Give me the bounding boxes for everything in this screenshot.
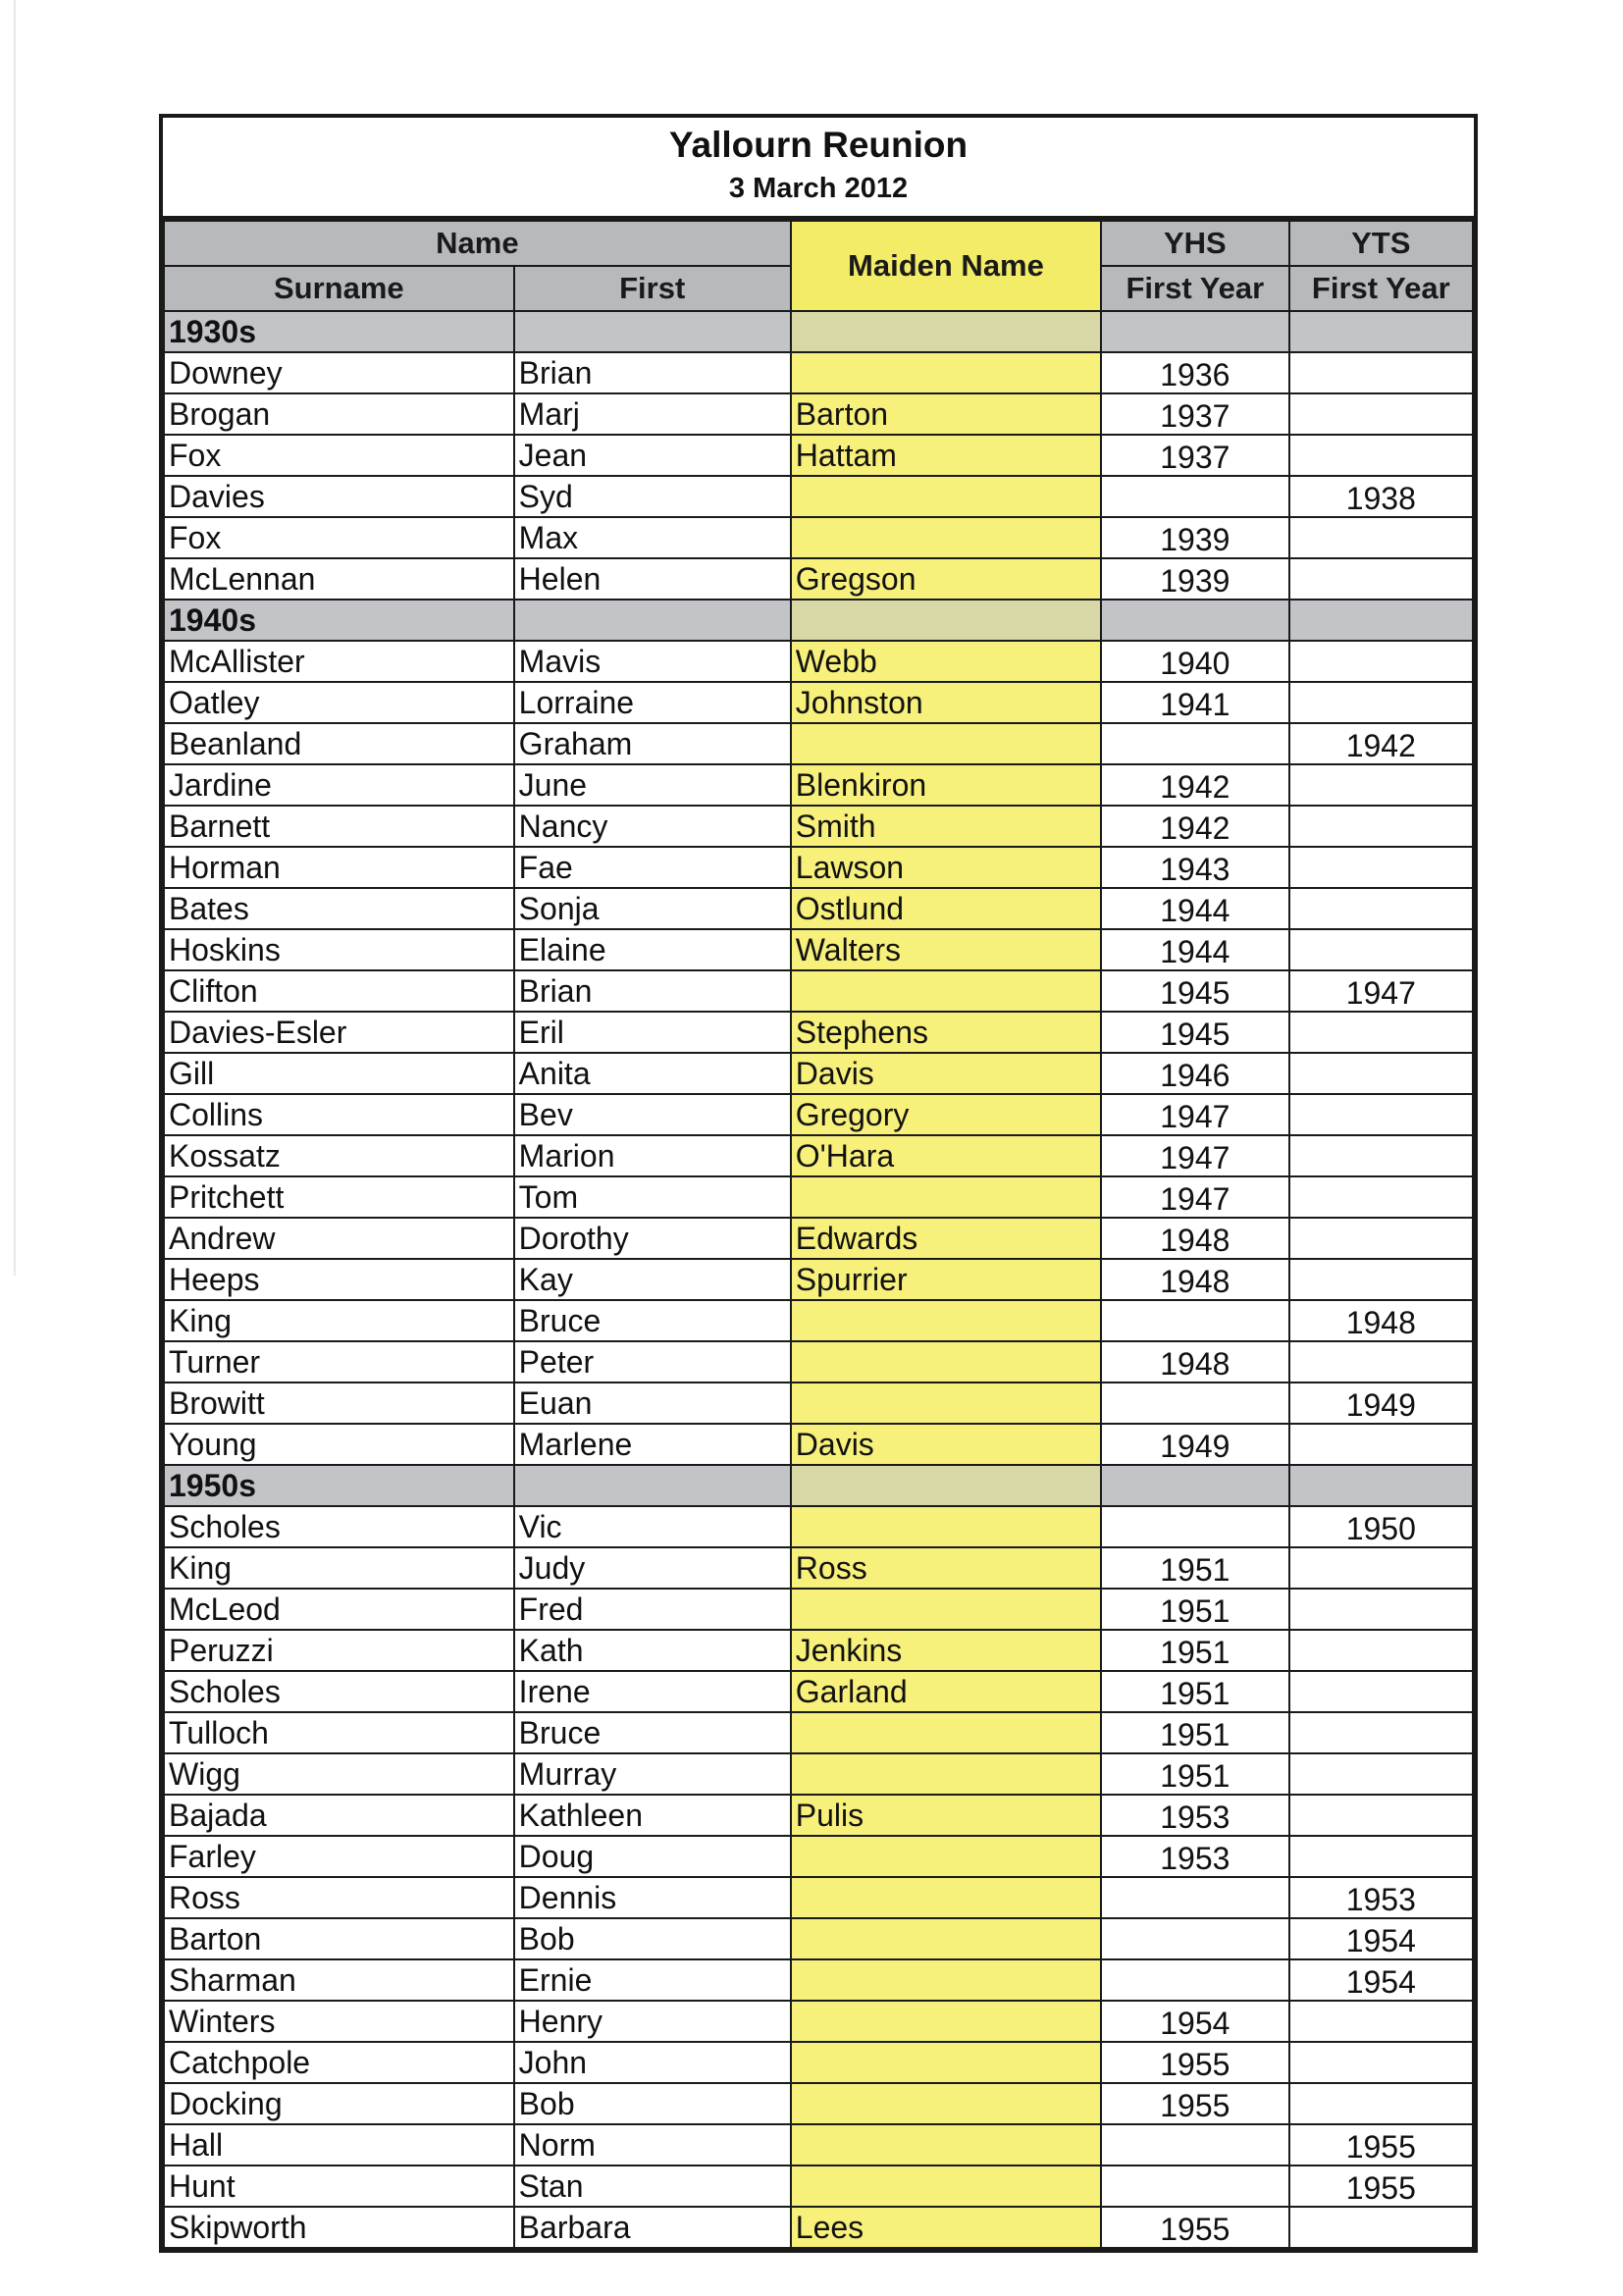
first-name-cell: Bob — [514, 2083, 791, 2124]
yts-year-cell: 1954 — [1289, 1918, 1473, 1959]
yts-year-cell: 1947 — [1289, 970, 1473, 1012]
table-row — [164, 1877, 1473, 1918]
decade-empty-cell — [791, 311, 1101, 352]
yhs-year-cell: 1951 — [1101, 1547, 1288, 1589]
yts-year-cell — [1289, 1053, 1473, 1094]
yts-year-cell — [1289, 1547, 1473, 1589]
scan-edge-line — [14, 0, 16, 1276]
table-row — [164, 1506, 1473, 1547]
yts-year-cell — [1289, 1424, 1473, 1465]
first-name-cell: Max — [514, 517, 791, 558]
yts-year-cell: 1955 — [1289, 2166, 1473, 2207]
yhs-year-cell — [1101, 2166, 1288, 2207]
yhs-year-cell: 1939 — [1101, 558, 1288, 600]
yts-year-cell — [1289, 1341, 1473, 1383]
table-row — [164, 1795, 1473, 1836]
yts-year-cell: 1949 — [1289, 1383, 1473, 1424]
surname-cell: Scholes — [164, 1506, 514, 1547]
first-name-cell: June — [514, 764, 791, 806]
decade-empty-cell — [1289, 1465, 1473, 1506]
yhs-year-cell: 1951 — [1101, 1589, 1288, 1630]
surname-cell: Davies-Esler — [164, 1012, 514, 1053]
yhs-year-cell: 1951 — [1101, 1712, 1288, 1753]
surname-cell: McAllister — [164, 641, 514, 682]
maiden-name-cell — [791, 1712, 1101, 1753]
document-title: Yallourn Reunion — [668, 125, 969, 165]
yhs-year-cell: 1948 — [1101, 1341, 1288, 1383]
first-name-cell: Lorraine — [514, 682, 791, 723]
decade-empty-cell — [1101, 311, 1288, 352]
maiden-name-cell: Lees — [791, 2207, 1101, 2248]
first-name-cell: Fred — [514, 1589, 791, 1630]
yhs-year-cell: 1951 — [1101, 1753, 1288, 1795]
yts-year-cell: 1953 — [1289, 1877, 1473, 1918]
yts-year-cell — [1289, 1259, 1473, 1300]
table-row — [164, 1341, 1473, 1383]
table-row — [164, 2042, 1473, 2083]
yts-year-cell — [1289, 1712, 1473, 1753]
maiden-name-cell — [791, 1959, 1101, 2001]
document-date: 3 March 2012 — [728, 173, 909, 204]
first-name-cell: Bruce — [514, 1300, 791, 1341]
surname-cell: Jardine — [164, 764, 514, 806]
first-name-cell: Dorothy — [514, 1218, 791, 1259]
first-name-cell: Barbara — [514, 2207, 791, 2248]
maiden-name-cell: Davis — [791, 1053, 1101, 1094]
decade-empty-cell — [1289, 600, 1473, 641]
first-name-cell: Eril — [514, 1012, 791, 1053]
surname-cell: Heeps — [164, 1259, 514, 1300]
first-name-cell: Kay — [514, 1259, 791, 1300]
surname-cell: Ross — [164, 1877, 514, 1918]
maiden-name-cell: Garland — [791, 1671, 1101, 1712]
yts-year-cell — [1289, 1671, 1473, 1712]
first-name-cell: Mavis — [514, 641, 791, 682]
table-row — [164, 352, 1473, 393]
table-row — [164, 1012, 1473, 1053]
yts-year-cell — [1289, 393, 1473, 435]
surname-cell: Clifton — [164, 970, 514, 1012]
yts-header: YTS — [1289, 221, 1473, 266]
maiden-name-cell: Johnston — [791, 682, 1101, 723]
decade-label: 1930s — [164, 311, 514, 352]
yts-year-cell — [1289, 2207, 1473, 2248]
surname-cell: Fox — [164, 435, 514, 476]
table-row — [164, 682, 1473, 723]
surname-cell: Catchpole — [164, 2042, 514, 2083]
yhs-year-cell: 1949 — [1101, 1424, 1288, 1465]
surname-cell: Bajada — [164, 1795, 514, 1836]
yhs-year-cell: 1947 — [1101, 1135, 1288, 1176]
first-name-cell: Norm — [514, 2124, 791, 2166]
decade-row — [164, 1465, 1473, 1506]
first-name-cell: Jean — [514, 435, 791, 476]
first-name-cell: Fae — [514, 847, 791, 888]
maiden-name-cell — [791, 1918, 1101, 1959]
yts-year-cell — [1289, 2001, 1473, 2042]
maiden-name-cell — [791, 476, 1101, 517]
table-row — [164, 1383, 1473, 1424]
yhs-year-cell — [1101, 2124, 1288, 2166]
yhs-year-cell: 1944 — [1101, 929, 1288, 970]
table-row — [164, 1094, 1473, 1135]
yhs-year-cell: 1955 — [1101, 2083, 1288, 2124]
maiden-name-cell — [791, 1753, 1101, 1795]
surname-cell: Barton — [164, 1918, 514, 1959]
first-name-cell: Stan — [514, 2166, 791, 2207]
maiden-name-cell: Gregson — [791, 558, 1101, 600]
first-name-cell: Vic — [514, 1506, 791, 1547]
yts-year-cell: 1950 — [1289, 1506, 1473, 1547]
decade-empty-cell — [1101, 1465, 1288, 1506]
table-row — [164, 1300, 1473, 1341]
first-name-cell: Bev — [514, 1094, 791, 1135]
yts-year-cell — [1289, 1589, 1473, 1630]
first-name-cell: Marion — [514, 1135, 791, 1176]
table-row — [164, 435, 1473, 476]
first-name-cell: Doug — [514, 1836, 791, 1877]
first-name-cell: Kath — [514, 1630, 791, 1671]
decade-row — [164, 600, 1473, 641]
surname-cell: Wigg — [164, 1753, 514, 1795]
yts-year-cell — [1289, 929, 1473, 970]
table-row — [164, 806, 1473, 847]
table-row — [164, 641, 1473, 682]
surname-cell: Horman — [164, 847, 514, 888]
maiden-name-cell: Ross — [791, 1547, 1101, 1589]
yhs-year-cell: 1953 — [1101, 1836, 1288, 1877]
surname-cell: Kossatz — [164, 1135, 514, 1176]
yts-year-cell: 1954 — [1289, 1959, 1473, 2001]
table-row — [164, 2001, 1473, 2042]
name-group-header: Name — [164, 221, 791, 266]
yts-year-cell — [1289, 2042, 1473, 2083]
maiden-name-cell: Gregory — [791, 1094, 1101, 1135]
yhs-year-cell: 1947 — [1101, 1176, 1288, 1218]
table-row — [164, 1753, 1473, 1795]
decade-empty-cell — [514, 1465, 791, 1506]
yhs-year-cell: 1937 — [1101, 435, 1288, 476]
surname-cell: Pritchett — [164, 1176, 514, 1218]
surname-cell: Hunt — [164, 2166, 514, 2207]
maiden-name-cell — [791, 1341, 1101, 1383]
table-row — [164, 888, 1473, 929]
surname-cell: Hoskins — [164, 929, 514, 970]
table-row — [164, 1176, 1473, 1218]
surname-cell: Collins — [164, 1094, 514, 1135]
maiden-name-cell: O'Hara — [791, 1135, 1101, 1176]
yhs-year-cell: 1951 — [1101, 1671, 1288, 1712]
yhs-year-cell: 1945 — [1101, 970, 1288, 1012]
yhs-year-cell: 1944 — [1101, 888, 1288, 929]
surname-cell: Beanland — [164, 723, 514, 764]
yhs-year-cell — [1101, 476, 1288, 517]
first-name-cell: Euan — [514, 1383, 791, 1424]
surname-cell: Downey — [164, 352, 514, 393]
surname-cell: Andrew — [164, 1218, 514, 1259]
yts-year-cell — [1289, 641, 1473, 682]
yhs-year-cell: 1953 — [1101, 1795, 1288, 1836]
yhs-year-cell: 1937 — [1101, 393, 1288, 435]
surname-cell: Fox — [164, 517, 514, 558]
surname-cell: Hall — [164, 2124, 514, 2166]
table-row — [164, 1259, 1473, 1300]
yts-year-cell — [1289, 1135, 1473, 1176]
table-row — [164, 1218, 1473, 1259]
table-row — [164, 1589, 1473, 1630]
yhs-year-cell: 1945 — [1101, 1012, 1288, 1053]
yhs-year-cell: 1941 — [1101, 682, 1288, 723]
decade-row — [164, 311, 1473, 352]
first-name-cell: Peter — [514, 1341, 791, 1383]
first-name-cell: Dennis — [514, 1877, 791, 1918]
surname-cell: Barnett — [164, 806, 514, 847]
table-row — [164, 517, 1473, 558]
maiden-name-cell — [791, 2001, 1101, 2042]
surname-cell: Tulloch — [164, 1712, 514, 1753]
surname-header: Surname — [164, 266, 514, 311]
maiden-name-cell: Jenkins — [791, 1630, 1101, 1671]
table-row — [164, 2083, 1473, 2124]
table-row — [164, 1053, 1473, 1094]
surname-cell: Farley — [164, 1836, 514, 1877]
yhs-year-cell: 1954 — [1101, 2001, 1288, 2042]
yts-year-cell — [1289, 2083, 1473, 2124]
yhs-year-cell: 1942 — [1101, 806, 1288, 847]
yhs-year-cell: 1942 — [1101, 764, 1288, 806]
table-row — [164, 558, 1473, 600]
maiden-name-cell: Pulis — [791, 1795, 1101, 1836]
yts-year-cell — [1289, 517, 1473, 558]
surname-cell: Sharman — [164, 1959, 514, 2001]
yts-year-cell: 1942 — [1289, 723, 1473, 764]
maiden-name-cell: Spurrier — [791, 1259, 1101, 1300]
table-row — [164, 2207, 1473, 2248]
yhs-year-cell: 1939 — [1101, 517, 1288, 558]
first-name-cell: Henry — [514, 2001, 791, 2042]
maiden-name-cell — [791, 1589, 1101, 1630]
table-row — [164, 1959, 1473, 2001]
surname-cell: Scholes — [164, 1671, 514, 1712]
yhs-year-cell: 1955 — [1101, 2042, 1288, 2083]
maiden-name-cell: Lawson — [791, 847, 1101, 888]
maiden-name-cell — [791, 2166, 1101, 2207]
attendee-table — [163, 220, 1474, 2249]
yts-year-cell — [1289, 558, 1473, 600]
table-row — [164, 1836, 1473, 1877]
surname-cell: Docking — [164, 2083, 514, 2124]
maiden-name-cell: Davis — [791, 1424, 1101, 1465]
decade-empty-cell — [791, 600, 1101, 641]
maiden-name-cell — [791, 1176, 1101, 1218]
maiden-name-cell: Barton — [791, 393, 1101, 435]
surname-cell: Peruzzi — [164, 1630, 514, 1671]
maiden-name-cell: Walters — [791, 929, 1101, 970]
yts-first-year-header: First Year — [1289, 266, 1473, 311]
first-name-cell: Helen — [514, 558, 791, 600]
table-row — [164, 393, 1473, 435]
first-name-cell: Brian — [514, 970, 791, 1012]
yts-year-cell — [1289, 847, 1473, 888]
surname-cell: Browitt — [164, 1383, 514, 1424]
yhs-year-cell: 1940 — [1101, 641, 1288, 682]
first-name-cell: Sonja — [514, 888, 791, 929]
first-name-cell: Bob — [514, 1918, 791, 1959]
maiden-name-cell — [791, 2042, 1101, 2083]
table-row — [164, 1135, 1473, 1176]
yhs-year-cell: 1936 — [1101, 352, 1288, 393]
yts-year-cell — [1289, 806, 1473, 847]
first-name-cell: Irene — [514, 1671, 791, 1712]
yhs-year-cell — [1101, 1959, 1288, 2001]
first-name-cell: Elaine — [514, 929, 791, 970]
first-name-cell: Tom — [514, 1176, 791, 1218]
first-name-cell: Syd — [514, 476, 791, 517]
surname-cell: McLennan — [164, 558, 514, 600]
yts-year-cell — [1289, 1094, 1473, 1135]
table-row — [164, 1671, 1473, 1712]
maiden-name-cell — [791, 1836, 1101, 1877]
maiden-name-header: Maiden Name — [791, 221, 1101, 311]
decade-empty-cell — [1101, 600, 1288, 641]
yhs-year-cell — [1101, 1300, 1288, 1341]
maiden-name-cell: Hattam — [791, 435, 1101, 476]
maiden-name-cell — [791, 1877, 1101, 1918]
table-row — [164, 476, 1473, 517]
maiden-name-cell: Smith — [791, 806, 1101, 847]
first-name-cell: Marj — [514, 393, 791, 435]
yts-year-cell — [1289, 1795, 1473, 1836]
title-block — [163, 118, 1474, 220]
yts-year-cell — [1289, 1836, 1473, 1877]
decade-label: 1950s — [164, 1465, 514, 1506]
surname-cell: Davies — [164, 476, 514, 517]
first-name-cell: Kathleen — [514, 1795, 791, 1836]
decade-empty-cell — [1289, 311, 1473, 352]
first-name-cell: Murray — [514, 1753, 791, 1795]
maiden-name-cell — [791, 1383, 1101, 1424]
maiden-name-cell — [791, 970, 1101, 1012]
yts-year-cell — [1289, 1176, 1473, 1218]
maiden-name-cell: Webb — [791, 641, 1101, 682]
maiden-name-cell: Blenkiron — [791, 764, 1101, 806]
first-name-cell: Judy — [514, 1547, 791, 1589]
yhs-header: YHS — [1101, 221, 1288, 266]
maiden-name-cell: Ostlund — [791, 888, 1101, 929]
yts-year-cell — [1289, 1012, 1473, 1053]
yts-year-cell — [1289, 764, 1473, 806]
surname-cell: Brogan — [164, 393, 514, 435]
yhs-year-cell: 1946 — [1101, 1053, 1288, 1094]
first-name-cell: Nancy — [514, 806, 791, 847]
surname-cell: Oatley — [164, 682, 514, 723]
table-row — [164, 2166, 1473, 2207]
first-name-header: First — [514, 266, 791, 311]
table-row — [164, 723, 1473, 764]
yts-year-cell: 1948 — [1289, 1300, 1473, 1341]
surname-cell: McLeod — [164, 1589, 514, 1630]
maiden-name-cell: Edwards — [791, 1218, 1101, 1259]
reunion-sheet — [159, 114, 1478, 2253]
yts-year-cell — [1289, 682, 1473, 723]
surname-cell: King — [164, 1300, 514, 1341]
decade-empty-cell — [791, 1465, 1101, 1506]
yhs-year-cell — [1101, 1383, 1288, 1424]
yhs-year-cell: 1948 — [1101, 1218, 1288, 1259]
table-row — [164, 929, 1473, 970]
first-name-cell: Graham — [514, 723, 791, 764]
surname-cell: Winters — [164, 2001, 514, 2042]
maiden-name-cell: Stephens — [791, 1012, 1101, 1053]
first-name-cell: Bruce — [514, 1712, 791, 1753]
table-body — [164, 311, 1473, 2248]
maiden-name-cell — [791, 1506, 1101, 1547]
yhs-year-cell — [1101, 723, 1288, 764]
yhs-year-cell: 1951 — [1101, 1630, 1288, 1671]
yts-year-cell — [1289, 1630, 1473, 1671]
table-row — [164, 2124, 1473, 2166]
maiden-name-cell — [791, 352, 1101, 393]
maiden-name-cell — [791, 2124, 1101, 2166]
yts-year-cell: 1955 — [1289, 2124, 1473, 2166]
yts-year-cell: 1938 — [1289, 476, 1473, 517]
table-row — [164, 1630, 1473, 1671]
table-row — [164, 1712, 1473, 1753]
surname-cell: Skipworth — [164, 2207, 514, 2248]
yhs-year-cell — [1101, 1877, 1288, 1918]
table-row — [164, 970, 1473, 1012]
yhs-year-cell: 1947 — [1101, 1094, 1288, 1135]
maiden-name-cell — [791, 517, 1101, 558]
yts-year-cell — [1289, 1218, 1473, 1259]
surname-cell: King — [164, 1547, 514, 1589]
surname-cell: Young — [164, 1424, 514, 1465]
decade-empty-cell — [514, 600, 791, 641]
surname-cell: Turner — [164, 1341, 514, 1383]
yhs-first-year-header: First Year — [1101, 266, 1288, 311]
decade-label: 1940s — [164, 600, 514, 641]
first-name-cell: Ernie — [514, 1959, 791, 2001]
maiden-name-cell — [791, 1300, 1101, 1341]
first-name-cell: John — [514, 2042, 791, 2083]
table-row — [164, 1918, 1473, 1959]
yts-year-cell — [1289, 352, 1473, 393]
yhs-year-cell: 1955 — [1101, 2207, 1288, 2248]
first-name-cell: Marlene — [514, 1424, 791, 1465]
yts-year-cell — [1289, 435, 1473, 476]
table-row — [164, 1547, 1473, 1589]
yhs-year-cell — [1101, 1918, 1288, 1959]
surname-cell: Gill — [164, 1053, 514, 1094]
table-row — [164, 1424, 1473, 1465]
yhs-year-cell: 1943 — [1101, 847, 1288, 888]
first-name-cell: Brian — [514, 352, 791, 393]
table-row — [164, 764, 1473, 806]
first-name-cell: Anita — [514, 1053, 791, 1094]
decade-empty-cell — [514, 311, 791, 352]
yts-year-cell — [1289, 1753, 1473, 1795]
table-header — [164, 221, 1473, 311]
yhs-year-cell: 1948 — [1101, 1259, 1288, 1300]
yhs-year-cell — [1101, 1506, 1288, 1547]
maiden-name-cell — [791, 2083, 1101, 2124]
maiden-name-cell — [791, 723, 1101, 764]
table-row — [164, 847, 1473, 888]
yts-year-cell — [1289, 888, 1473, 929]
surname-cell: Bates — [164, 888, 514, 929]
